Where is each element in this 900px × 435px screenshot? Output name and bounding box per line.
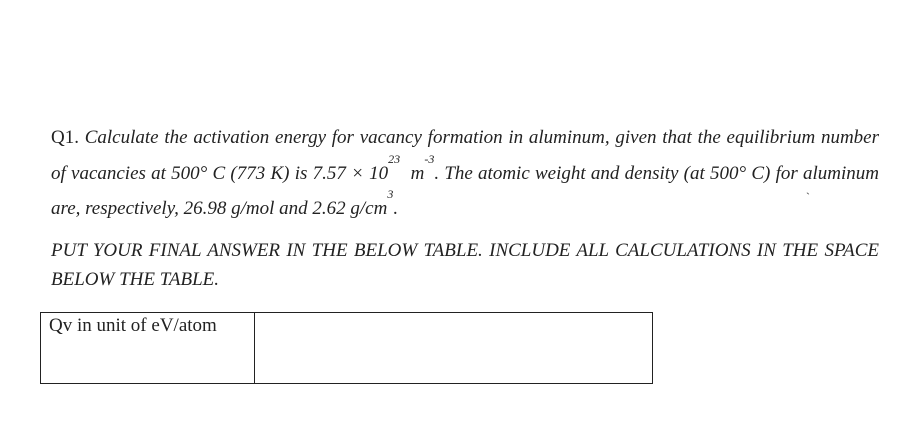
exponent-23: 23 [388,151,401,166]
unit-meter: m [410,162,425,184]
stray-mark-icon: ` [806,190,810,204]
question-paragraph [51,120,879,227]
question-text-part1: Calculate the activation energy for vacancy formation in aluminum, given that the equilibrium number of vacancies at 500° C (773 K) is 7.57 × 10 [51,127,879,184]
table-row [41,313,653,384]
exponent-minus-3: -3 [424,151,435,166]
answer-label-cell: Qv in unit of eV/atom [41,313,255,384]
question-text-part2: . The atomic weight and density (at 500° C) for aluminum are, respectively, 26.98 g/mol and 2.62 g/cm [51,162,879,219]
question-text-part3: . [393,198,399,219]
instructions-text: PUT YOUR FINAL ANSWER IN THE BELOW TABLE. INCLUDE ALL CALCULATIONS IN THE SPACE BELOW THE TABLE. [51,240,879,290]
question-number: Q1. [51,127,79,148]
exponent-3: 3 [387,187,394,201]
answer-value-cell[interactable] [255,313,653,384]
answer-table [40,312,653,384]
